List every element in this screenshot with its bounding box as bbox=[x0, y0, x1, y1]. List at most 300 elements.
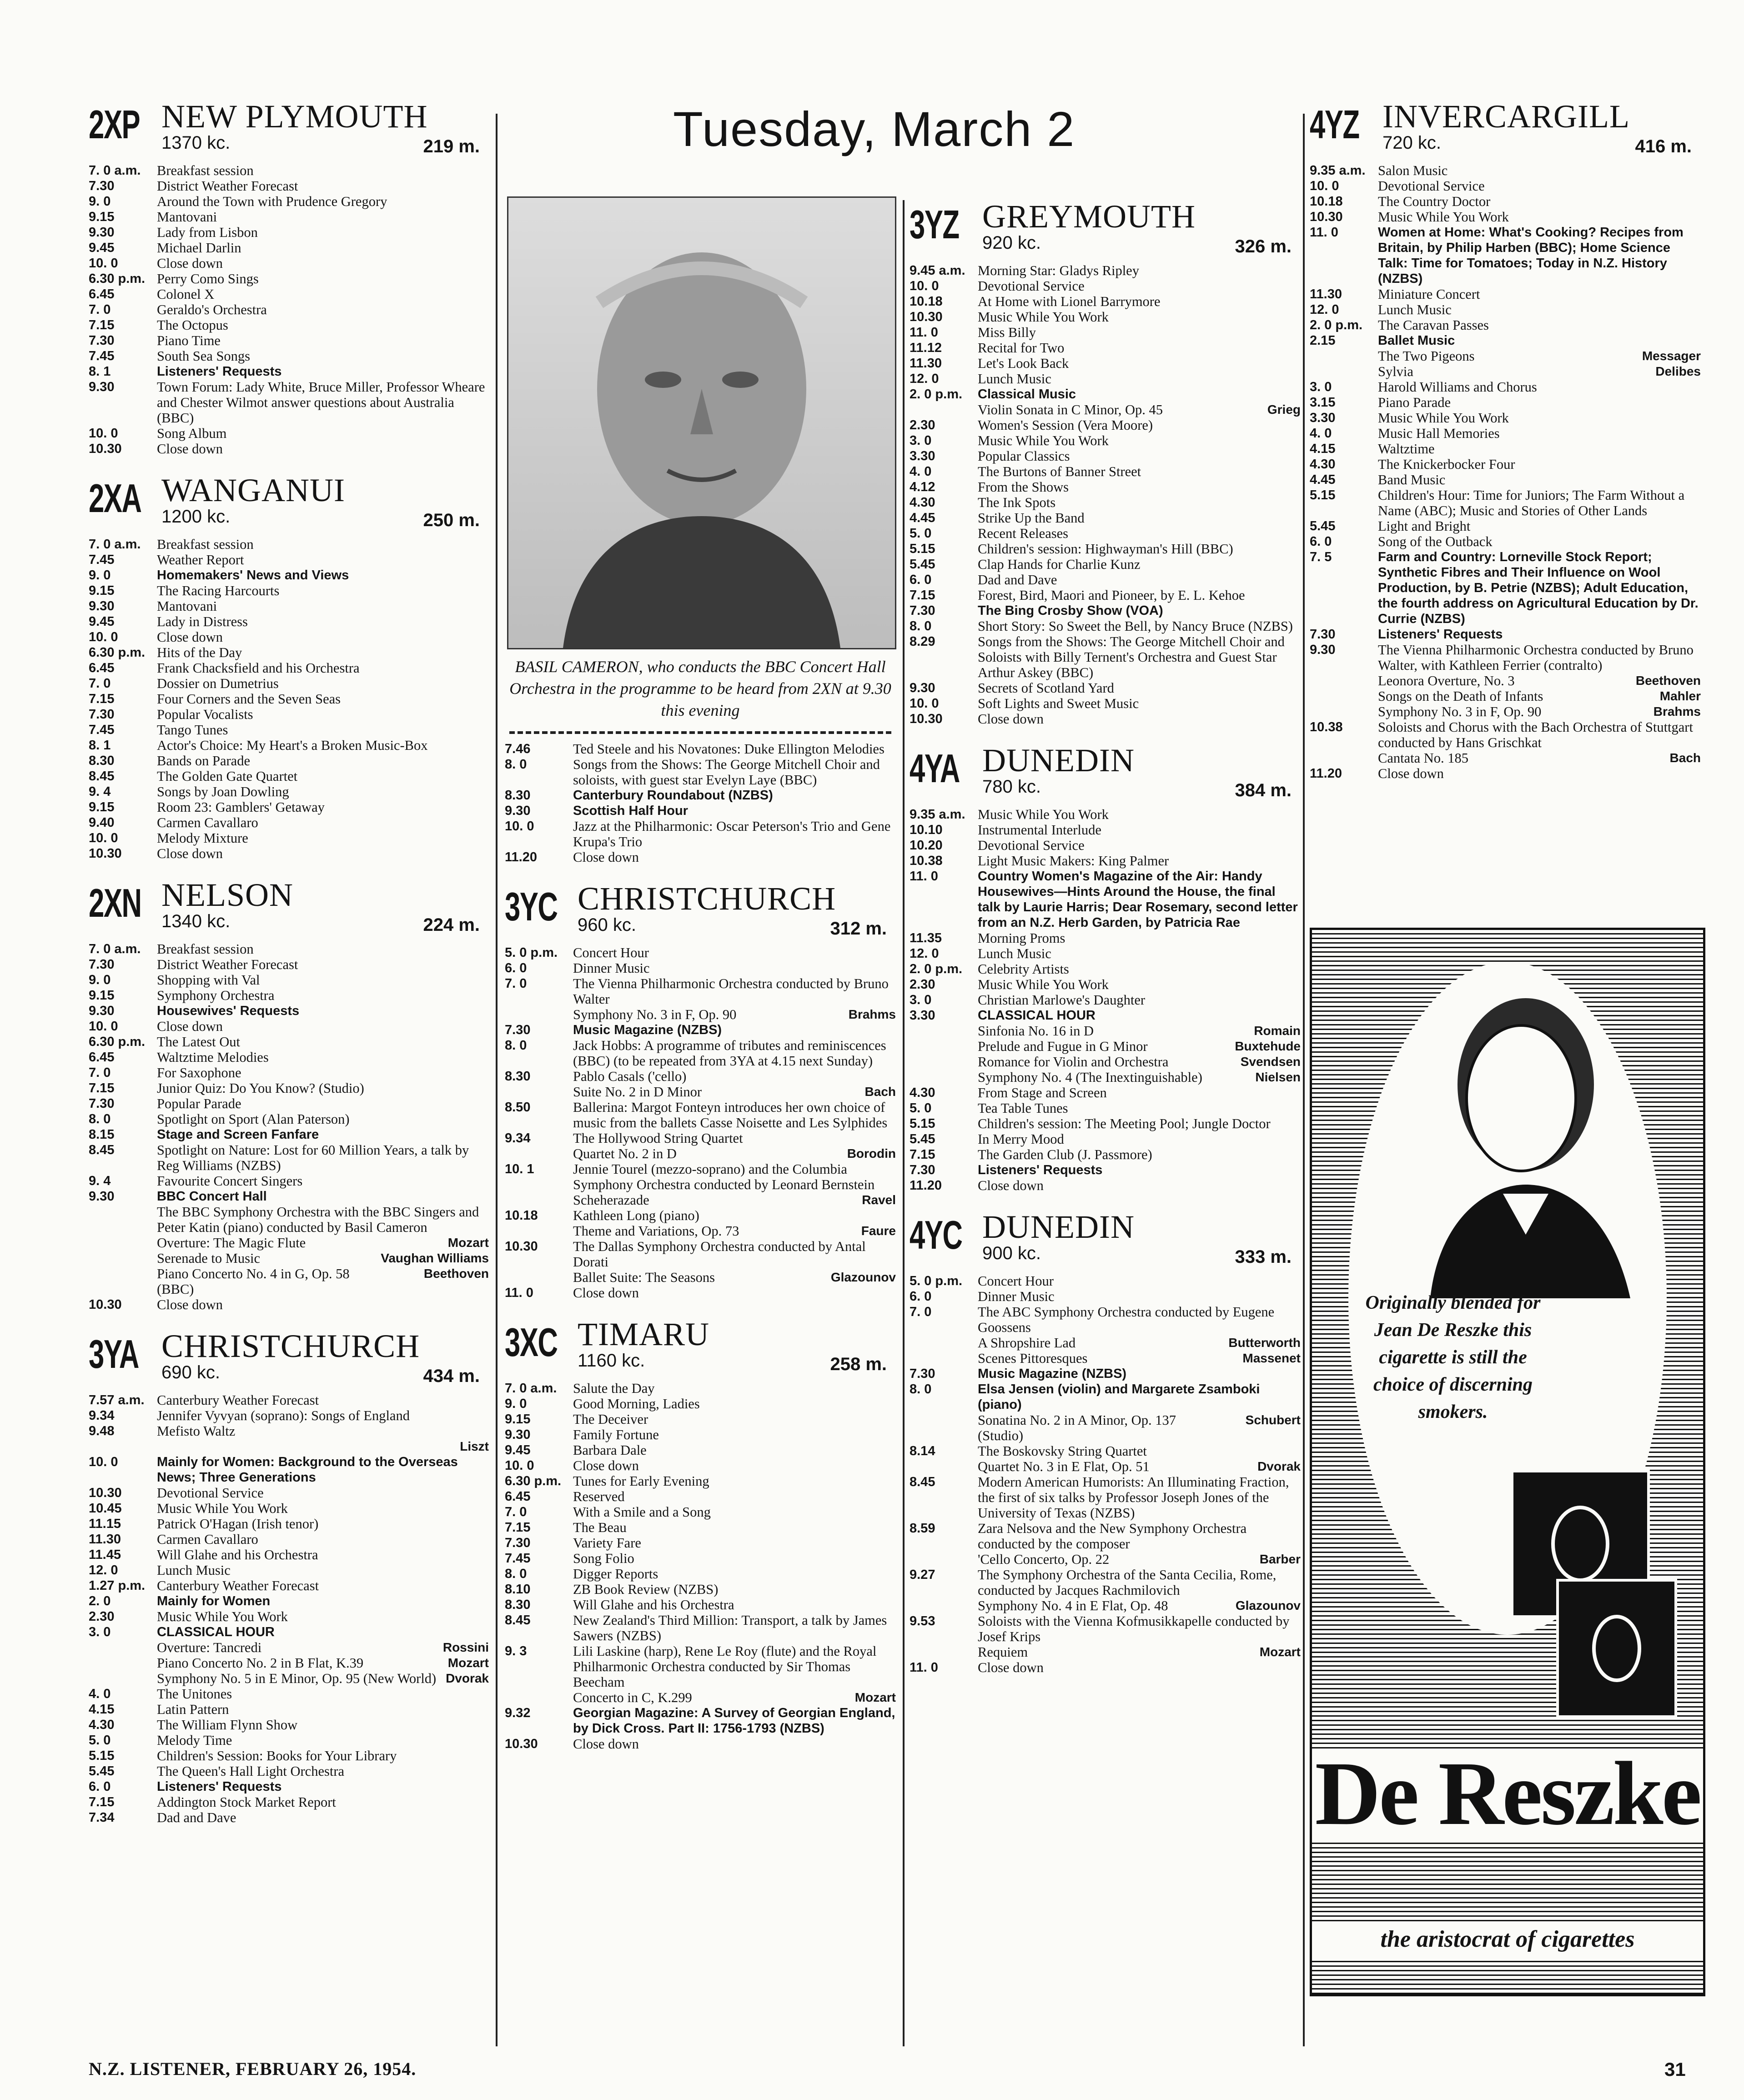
programme-title: The Dallas Symphony Orchestra conducted by Antal Dorati bbox=[573, 1239, 866, 1270]
programme-title: Recent Releases bbox=[978, 526, 1069, 541]
programme-title: The Burtons of Banner Street bbox=[978, 464, 1141, 479]
programme-item bbox=[89, 691, 489, 707]
programme-time: 11.30 bbox=[89, 1532, 121, 1547]
ad-brand: De Reszke bbox=[1312, 1748, 1703, 1839]
programme-item bbox=[89, 1080, 489, 1096]
programme-item bbox=[910, 541, 1301, 557]
programme-title: Dinner Music bbox=[573, 960, 650, 976]
station-3yc bbox=[505, 878, 896, 1301]
programme-item bbox=[89, 178, 489, 194]
programme-title: Close down bbox=[157, 1297, 223, 1312]
programme-item bbox=[910, 356, 1301, 371]
programme-time: 10. 0 bbox=[910, 696, 939, 711]
programme-title: Song of the Outback bbox=[1378, 534, 1493, 549]
composition-row bbox=[910, 1644, 1301, 1660]
programme-title: Lady from Lisbon bbox=[157, 225, 258, 240]
composition-row bbox=[89, 1251, 489, 1266]
programme-title: The Golden Gate Quartet bbox=[157, 769, 298, 784]
programme-list bbox=[89, 537, 489, 861]
programme-title: Lunch Music bbox=[157, 1562, 231, 1578]
station-2xp bbox=[89, 95, 489, 457]
composition-row bbox=[910, 1351, 1301, 1366]
programme-time: 12. 0 bbox=[910, 946, 939, 961]
programme-item bbox=[910, 557, 1301, 572]
programme-time: 2.15 bbox=[1310, 333, 1336, 348]
programme-time: 5.45 bbox=[910, 557, 935, 572]
programme-time: 10.30 bbox=[910, 712, 943, 726]
programme-title: Weather Report bbox=[157, 552, 244, 568]
programme-title: The Latest Out bbox=[157, 1034, 240, 1050]
composer-name: Borodin bbox=[847, 1146, 896, 1161]
composition-row bbox=[910, 1039, 1301, 1054]
composer-name: Beethoven bbox=[1635, 673, 1701, 688]
programme-item bbox=[89, 1485, 489, 1501]
programme-time: 8. 1 bbox=[89, 364, 111, 379]
programme-time: 9.15 bbox=[505, 1412, 531, 1427]
programme-title: Music While You Work bbox=[978, 807, 1109, 822]
composition-row bbox=[910, 1335, 1301, 1351]
programme-item bbox=[910, 992, 1301, 1008]
page-title: Tuesday, March 2 bbox=[673, 101, 1076, 156]
station-wavelength: 224 m. bbox=[423, 915, 480, 935]
programme-title: Canterbury Weather Forecast bbox=[157, 1578, 319, 1593]
programme-title: Four Corners and the Seven Seas bbox=[157, 691, 341, 707]
programme-title: Instrumental Interlude bbox=[978, 822, 1101, 838]
programme-time: 4. 0 bbox=[1310, 426, 1332, 441]
programme-time: 10.30 bbox=[505, 1737, 538, 1751]
programme-title: Michael Darlin bbox=[157, 240, 241, 256]
programme-title: For Saxophone bbox=[157, 1065, 241, 1080]
composition-row bbox=[89, 1439, 489, 1454]
programme-item bbox=[910, 1474, 1301, 1521]
programme-item bbox=[910, 1613, 1301, 1644]
programme-time: 7. 0 a.m. bbox=[505, 1381, 557, 1396]
programme-time: 5.45 bbox=[1310, 519, 1336, 533]
programme-time: 12. 0 bbox=[89, 1563, 118, 1578]
programme-item bbox=[910, 1008, 1301, 1023]
programme-time: 1.27 p.m. bbox=[89, 1578, 146, 1593]
programme-item bbox=[505, 1597, 896, 1613]
programme-item bbox=[89, 846, 489, 861]
programme-title: Close down bbox=[1378, 766, 1444, 781]
station-name: DUNEDIN bbox=[982, 742, 1135, 779]
programme-title: Ted Steele and his Novatones: Duke Ellington Melodies bbox=[573, 741, 885, 757]
programme-time: 6.45 bbox=[89, 661, 115, 675]
programme-item bbox=[910, 1521, 1301, 1552]
programme-title: Housewives' Requests bbox=[157, 1004, 300, 1018]
programme-title: Canterbury Roundabout (NZBS) bbox=[573, 788, 773, 803]
programme-item bbox=[910, 1162, 1301, 1178]
programme-time: 7.46 bbox=[505, 742, 531, 756]
programme-time: 2.30 bbox=[910, 977, 935, 992]
composition-row bbox=[505, 1270, 896, 1285]
programme-item bbox=[89, 1686, 489, 1702]
programme-item bbox=[89, 1019, 489, 1034]
station-callsign: 3YC bbox=[505, 884, 558, 929]
programme-item bbox=[505, 1643, 896, 1690]
programme-time: 2.30 bbox=[89, 1609, 115, 1624]
programme-title: Song Folio bbox=[573, 1551, 634, 1566]
programme-title: Addington Stock Market Report bbox=[157, 1794, 336, 1810]
programme-time: 10.20 bbox=[910, 838, 943, 853]
programme-time: 10.18 bbox=[910, 294, 943, 309]
programme-time: 7.15 bbox=[910, 1147, 935, 1162]
programme-item bbox=[89, 583, 489, 598]
programme-item bbox=[89, 957, 489, 972]
programme-title: Music While You Work bbox=[978, 433, 1109, 448]
programme-title: BBC Concert Hall bbox=[157, 1189, 267, 1204]
programme-item bbox=[505, 1736, 896, 1752]
programme-item bbox=[910, 1178, 1301, 1193]
programme-title: Farm and Country: Lorneville Stock Report; Synthetic Fibres and Their Influence on Wool Production, by B. Petrie (NZBS); Adult Education, the fourth address on Agricultural Education by Dr. Currie (NZBS) bbox=[1378, 550, 1699, 626]
programme-item bbox=[910, 822, 1301, 838]
composition-row bbox=[89, 1640, 489, 1655]
programme-time: 4. 0 bbox=[910, 464, 932, 479]
programme-item bbox=[910, 1147, 1301, 1162]
programme-time: 7.45 bbox=[89, 553, 115, 567]
programme-item bbox=[1310, 379, 1701, 395]
station-2xa bbox=[89, 469, 489, 861]
programme-title: Mantovani bbox=[157, 598, 217, 614]
programme-list bbox=[1310, 163, 1701, 781]
programme-time: 9.35 a.m. bbox=[910, 807, 965, 822]
programme-item bbox=[910, 433, 1301, 448]
programme-time: 8. 0 bbox=[910, 1382, 932, 1397]
programme-item bbox=[1310, 426, 1701, 441]
programme-title: Listeners' Requests bbox=[157, 1779, 282, 1794]
composer-name: Mahler bbox=[1659, 689, 1701, 703]
programme-title: Listeners' Requests bbox=[978, 1163, 1103, 1177]
programme-time: 8. 1 bbox=[89, 738, 111, 753]
programme-item bbox=[89, 1392, 489, 1408]
composition-title: Symphony No. 4 in E Flat, Op. 48 bbox=[978, 1598, 1168, 1613]
programme-time: 5.45 bbox=[89, 1764, 115, 1778]
composer-name: Brahms bbox=[848, 1007, 896, 1021]
programme-time: 11.35 bbox=[910, 931, 942, 945]
programme-item bbox=[1310, 487, 1701, 518]
page-number: 31 bbox=[1664, 2059, 1686, 2080]
composition-title: Overture: The Magic Flute bbox=[157, 1235, 306, 1251]
composition-row bbox=[505, 1192, 896, 1208]
programme-item bbox=[89, 1763, 489, 1779]
station-callsign: 4YZ bbox=[1310, 102, 1359, 147]
composition-title: Suite No. 2 in D Minor bbox=[573, 1084, 702, 1100]
composition-row bbox=[910, 1070, 1301, 1085]
programme-time: 10. 0 bbox=[89, 630, 118, 644]
programme-time: 9. 0 bbox=[89, 194, 111, 209]
composition-title: Ballet Suite: The Seasons bbox=[573, 1270, 715, 1285]
programme-item bbox=[1310, 317, 1701, 333]
programme-item bbox=[89, 1297, 489, 1312]
programme-time: 7.57 a.m. bbox=[89, 1393, 145, 1407]
programme-title: Forest, Bird, Maori and Pioneer, by E. L. Kehoe bbox=[978, 588, 1245, 603]
composition-title: Serenade to Music bbox=[157, 1251, 260, 1266]
programme-item bbox=[89, 225, 489, 240]
composition-title: Piano Concerto No. 4 in G, Op. 58 bbox=[157, 1266, 350, 1281]
station-header bbox=[89, 469, 489, 533]
programme-title: Soloists with the Vienna Kofmusikkapelle conducted by Josef Krips bbox=[978, 1613, 1290, 1644]
programme-title: Strike Up the Band bbox=[978, 510, 1085, 526]
programme-title: Close down bbox=[157, 441, 223, 457]
programme-title: Dad and Dave bbox=[157, 1810, 236, 1825]
programme-time: 11. 0 bbox=[910, 869, 938, 884]
composer-name: Mozart bbox=[447, 1656, 489, 1670]
programme-item bbox=[89, 1127, 489, 1142]
programme-item bbox=[89, 1003, 489, 1019]
programme-title: Dad and Dave bbox=[978, 572, 1057, 588]
programme-item bbox=[89, 271, 489, 286]
programme-title: Lili Laskine (harp), Rene Le Roy (flute) and the Royal Philharmonic Orchestra conducted by Sir Thomas Beecham bbox=[573, 1643, 877, 1690]
programme-time: 7. 5 bbox=[1310, 550, 1332, 564]
programme-title: Room 23: Gamblers' Getaway bbox=[157, 799, 325, 815]
programme-time: 7.34 bbox=[89, 1810, 115, 1825]
programme-item bbox=[910, 696, 1301, 711]
programme-time: 8. 0 bbox=[505, 757, 527, 772]
programme-item bbox=[89, 1624, 489, 1640]
programme-time: 2. 0 bbox=[89, 1594, 111, 1608]
programme-title: Morning Proms bbox=[978, 930, 1065, 946]
programme-item bbox=[505, 1551, 896, 1566]
programme-item bbox=[910, 464, 1301, 479]
programme-item bbox=[89, 1578, 489, 1593]
station-wavelength: 258 m. bbox=[830, 1354, 887, 1374]
programme-title: Concert Hour bbox=[978, 1273, 1054, 1289]
programme-item bbox=[910, 807, 1301, 822]
programme-item bbox=[910, 711, 1301, 727]
station-header bbox=[505, 1313, 896, 1377]
programme-item bbox=[89, 333, 489, 348]
programme-title: In Merry Mood bbox=[978, 1131, 1064, 1147]
programme-item bbox=[89, 317, 489, 333]
composition-title: Symphony No. 3 in F, Op. 90 bbox=[1378, 704, 1542, 719]
programme-title: Music While You Work bbox=[1378, 209, 1509, 225]
programme-item bbox=[505, 960, 896, 976]
station-name: CHRISTCHURCH bbox=[578, 880, 836, 917]
programme-title: Lunch Music bbox=[978, 946, 1051, 961]
programme-time: 10.38 bbox=[910, 854, 943, 868]
programme-time: 5. 0 bbox=[89, 1733, 111, 1748]
programme-title: Bands on Parade bbox=[157, 753, 250, 769]
programme-time: 7.15 bbox=[89, 1081, 115, 1095]
programme-item bbox=[89, 1779, 489, 1794]
programme-item bbox=[505, 1239, 896, 1270]
programme-title: The Garden Club (J. Passmore) bbox=[978, 1147, 1152, 1162]
programme-item bbox=[505, 1100, 896, 1130]
programme-item bbox=[505, 741, 896, 757]
programme-time: 9.27 bbox=[910, 1567, 935, 1582]
programme-time: 7. 0 bbox=[89, 302, 111, 317]
programme-time: 5. 0 p.m. bbox=[505, 945, 558, 960]
programme-item bbox=[89, 1423, 489, 1439]
composer-name: Massenet bbox=[1242, 1351, 1301, 1365]
column-rule bbox=[496, 114, 498, 2046]
station-3xc bbox=[505, 1313, 896, 1752]
composer-name: Mozart bbox=[854, 1690, 896, 1704]
programme-item bbox=[89, 1501, 489, 1516]
composer-name: Ravel bbox=[862, 1193, 896, 1207]
programme-title: The Racing Harcourts bbox=[157, 583, 280, 598]
programme-title: Children's Hour: Time for Juniors; The Farm Without a Name (ABC); Music and Stories of Other Lands bbox=[1378, 487, 1685, 518]
programme-time: 4.30 bbox=[1310, 457, 1336, 472]
programme-title: From Stage and Screen bbox=[978, 1085, 1107, 1100]
programme-time: 9.15 bbox=[89, 583, 115, 598]
composition-row bbox=[505, 1223, 896, 1239]
programme-title: The Symphony Orchestra of the Santa Cecilia, Rome, conducted by Jacques Rachmilovich bbox=[978, 1567, 1277, 1598]
programme-item bbox=[89, 629, 489, 645]
composition-row bbox=[910, 1412, 1301, 1428]
programme-time: 3.30 bbox=[1310, 411, 1336, 425]
programme-item bbox=[89, 815, 489, 830]
programme-title: Reserved bbox=[573, 1489, 625, 1504]
programme-time: 8.30 bbox=[505, 1069, 531, 1084]
programme-time: 9.45 a.m. bbox=[910, 263, 965, 278]
programme-title: Salute the Day bbox=[573, 1381, 655, 1396]
composer-name: Faure bbox=[861, 1224, 896, 1238]
programme-title: Christian Marlowe's Daughter bbox=[978, 992, 1146, 1008]
programme-time: 7.30 bbox=[505, 1023, 531, 1037]
station-callsign: 4YA bbox=[910, 746, 960, 791]
programme-title: Mefisto Waltz bbox=[157, 1423, 236, 1439]
composer-name: Mozart bbox=[1259, 1645, 1301, 1659]
programme-time: 9.48 bbox=[89, 1424, 115, 1438]
programme-title: Music Hall Memories bbox=[1378, 426, 1500, 441]
programme-time: 9.34 bbox=[505, 1131, 531, 1145]
programme-time: 10. 0 bbox=[89, 256, 118, 271]
programme-time: 10. 0 bbox=[89, 831, 118, 845]
composer-name: Bach bbox=[1669, 751, 1701, 765]
programme-time: 4.45 bbox=[910, 511, 935, 525]
programme-title: Close down bbox=[573, 1736, 639, 1752]
programme-title: Dossier on Dumetrius bbox=[157, 676, 279, 691]
programme-title: Jennie Tourel (mezzo-soprano) and the Columbia Symphony Orchestra conducted by Leonard Bernstein bbox=[573, 1161, 875, 1192]
programme-time: 10.18 bbox=[505, 1208, 538, 1223]
column-rule bbox=[903, 200, 905, 2046]
composition-title: Cantata No. 185 bbox=[1378, 750, 1469, 766]
composition-title: Theme and Variations, Op. 73 bbox=[573, 1223, 739, 1239]
programme-item bbox=[505, 976, 896, 1007]
programme-title: Soloists and Chorus with the Bach Orchestra of Stuttgart conducted by Hans Grischkat bbox=[1378, 719, 1693, 750]
programme-title: Hits of the Day bbox=[157, 645, 242, 660]
programme-time: 11. 0 bbox=[910, 1660, 938, 1675]
programme-time: 7. 0 a.m. bbox=[89, 163, 141, 178]
programme-item bbox=[89, 1717, 489, 1733]
programme-item bbox=[1310, 642, 1701, 673]
programme-item bbox=[89, 1593, 489, 1609]
composer-name: Romain bbox=[1254, 1024, 1301, 1038]
programme-item bbox=[1310, 766, 1701, 781]
station-3ya bbox=[89, 1325, 489, 1825]
ad-tagline: Originally blended for Jean De Reszke this cigarette is still the choice of discerning smokers. bbox=[1365, 1292, 1541, 1422]
composition-title: Scenes Pittoresques bbox=[978, 1351, 1088, 1366]
composition-row bbox=[505, 1007, 896, 1022]
programme-time: 10.30 bbox=[505, 1239, 538, 1254]
programme-time: 7.15 bbox=[89, 1795, 115, 1809]
programme-item bbox=[910, 977, 1301, 992]
programme-note: (BBC) bbox=[157, 1281, 194, 1297]
programme-item bbox=[910, 869, 1301, 930]
programme-time: 6. 0 bbox=[89, 1779, 111, 1794]
programme-time: 5.15 bbox=[1310, 488, 1336, 502]
composition-row bbox=[89, 1655, 489, 1671]
programme-time: 4.12 bbox=[910, 480, 935, 494]
programme-title: Secrets of Scotland Yard bbox=[978, 680, 1114, 696]
programme-time: 9.32 bbox=[505, 1706, 531, 1720]
programme-title: Mainly for Women: Background to the Overseas News; Three Generations bbox=[157, 1455, 458, 1485]
programme-title: Listeners' Requests bbox=[157, 364, 282, 379]
programme-item bbox=[910, 1085, 1301, 1100]
programme-title: Light Music Makers: King Palmer bbox=[978, 853, 1169, 869]
programme-item bbox=[910, 263, 1301, 278]
station-frequency: 1160 kc. bbox=[578, 1351, 645, 1371]
station-frequency: 900 kc. bbox=[982, 1243, 1041, 1263]
programme-title: Tea Table Tunes bbox=[978, 1100, 1068, 1116]
programme-time: 11.20 bbox=[505, 850, 537, 864]
programme-item bbox=[89, 1733, 489, 1748]
programme-time: 5. 0 p.m. bbox=[910, 1274, 963, 1288]
programme-time: 10.30 bbox=[910, 310, 943, 324]
programme-title: Music While You Work bbox=[1378, 410, 1509, 426]
programme-title: The Beau bbox=[573, 1520, 627, 1535]
programme-time: 11.20 bbox=[910, 1178, 942, 1193]
programme-title: Miniature Concert bbox=[1378, 286, 1480, 302]
programme-item bbox=[89, 1408, 489, 1423]
programme-list bbox=[910, 1273, 1301, 1675]
programme-list bbox=[910, 807, 1301, 1193]
station-callsign: 3XC bbox=[505, 1320, 558, 1365]
programme-time: 7.30 bbox=[89, 957, 115, 972]
programme-time: 9.53 bbox=[910, 1614, 935, 1628]
station-name: GREYMOUTH bbox=[982, 198, 1196, 235]
programme-title: Patrick O'Hagan (Irish tenor) bbox=[157, 1516, 319, 1532]
station-callsign: 3YA bbox=[89, 1331, 139, 1377]
programme-time: 10.30 bbox=[89, 1486, 122, 1500]
programme-title: Kathleen Long (piano) bbox=[573, 1208, 699, 1223]
programme-time: 9. 0 bbox=[89, 973, 111, 987]
programme-item bbox=[505, 945, 896, 960]
programme-item bbox=[505, 1504, 896, 1520]
programme-time: 8.45 bbox=[505, 1613, 531, 1628]
station-callsign: 2XP bbox=[89, 102, 140, 147]
programme-time: 8.45 bbox=[89, 769, 115, 784]
programme-item bbox=[89, 286, 489, 302]
programme-time: 9.30 bbox=[505, 804, 531, 818]
programme-item bbox=[1310, 534, 1701, 549]
programme-time: 7. 0 bbox=[505, 976, 527, 991]
programme-title: Music While You Work bbox=[978, 309, 1109, 325]
composition-title: Overture: Tancredi bbox=[157, 1640, 262, 1655]
programme-item bbox=[89, 645, 489, 660]
programme-time: 7.30 bbox=[89, 179, 115, 193]
programme-time: 6.30 p.m. bbox=[89, 271, 146, 286]
programme-item bbox=[1310, 457, 1701, 472]
station-frequency: 1200 kc. bbox=[161, 507, 231, 527]
programme-title: Piano Time bbox=[157, 333, 221, 348]
station-name: NELSON bbox=[161, 877, 293, 913]
programme-time: 8.50 bbox=[505, 1100, 531, 1115]
composition-row bbox=[505, 1084, 896, 1100]
programme-title: The Unitones bbox=[157, 1686, 232, 1702]
programme-item bbox=[89, 1096, 489, 1111]
programme-time: 10.45 bbox=[89, 1501, 122, 1516]
portrait-photo bbox=[507, 196, 896, 649]
programme-item bbox=[910, 309, 1301, 325]
programme-item bbox=[1310, 472, 1701, 487]
programme-time: 5.15 bbox=[910, 1116, 935, 1131]
programme-note: (Studio) bbox=[978, 1428, 1023, 1443]
composition-title: Violin Sonata in C Minor, Op. 45 bbox=[978, 402, 1163, 417]
programme-item bbox=[89, 426, 489, 441]
programme-time: 10. 0 bbox=[89, 1455, 118, 1469]
